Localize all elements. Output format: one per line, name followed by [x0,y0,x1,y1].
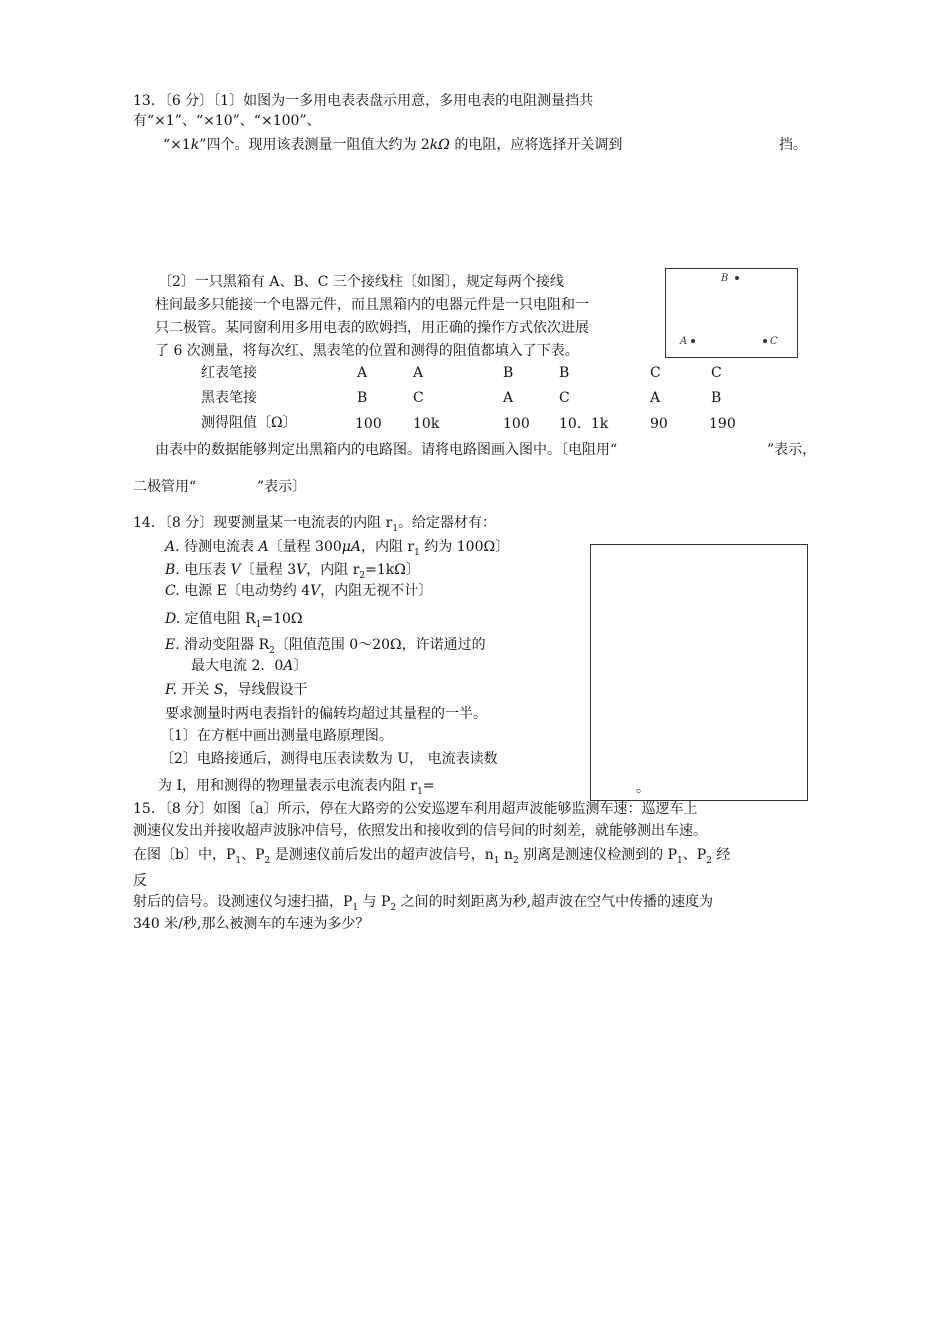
table-cell: C [650,365,661,381]
q14-item-f: F. 开关 S，导线假设干 [165,682,308,698]
table-row-label: 测得阻值〔Ω〕 [201,415,297,431]
q14-item-c: C. 电源 E〔电动势约 4V，内阻无视不计〕 [165,583,433,599]
q13-line-1: 13．〔6 分〕〔1〕如图为一多用电表表盘示用意，多用电表的电阻测量挡共 [133,93,594,109]
table-row-label: 红表笔接 [201,365,257,381]
terminal-a-label: A [680,336,688,347]
q13-part2-line-4: 了 6 次测量，将每次红、黑表笔的位置和测得的阻值都填入了下表。 [155,343,579,359]
table-cell: 10k [413,416,440,432]
q15-line-1: 15．〔8 分〕如图〔a〕所示，停在大路旁的公安巡逻车利用超声波能够监测车速：巡逻车上 [133,801,698,817]
q15-line-3: 在图〔b〕中，$P_1$、$P_2$ 是测速仪前后发出的超声波信号，$n_1$ $n_2$ 别离是测速仪检测到的 $P_1$、$P_2$ 经 [133,847,731,866]
q14-item-a: A. 待测电流表 A〔量程 300μA，内阻 $r_1$ 约为 100Ω〕 [165,539,510,558]
table-cell: 100 [355,416,382,432]
q13-line-3: “×1k”四个。现用该表测量一阻值大约为 2kΩ 的电阻，应将选择开关调到 [163,137,623,153]
table-cell: A [503,390,514,406]
q13-after-table-line-1: 由表中的数据能够判定出黑箱内的电路图。请将电路图画入图中。〔电阻用“ [155,442,618,458]
table-row-label: 黑表笔接 [201,390,257,406]
table-cell: B [503,365,514,381]
terminal-c-dot [763,339,767,343]
circuit-answer-box[interactable] [590,544,808,801]
q13-after-table-line-2-end: ”表示〕 [257,479,307,495]
q13-line-3-end: 挡。 [779,137,807,153]
q13-line-2: 有“×1”、“×10”、“×100”、 [133,113,321,129]
table-cell: C [711,365,722,381]
table-cell: A [413,365,424,381]
terminal-b-label: B [721,273,729,284]
black-box-figure [665,268,798,358]
table-cell: C [413,390,424,406]
q15-line-6: 340 米/秒,那么被测车的车速为多少？ [133,916,370,932]
table-cell: 190 [709,416,736,432]
terminal-b-dot [735,276,739,280]
q14-sub-2: 〔2〕电路接通后，测得电压表读数为 U， 电流表读数 [160,751,498,767]
q14-item-b: B. 电压表 V〔量程 3V，内阻 $r_2=1k\Omega$〕 [165,562,420,581]
table-cell: C [559,390,570,406]
q14-item-e: E. 滑动变阻器 $R_2$〔阻值范围 0～20Ω，许诺通过的 [165,637,486,656]
q14-answer-end: 。 [636,780,650,796]
q13-part2-line-3: 只二极管。某同窗利用多用电表的欧姆挡，用正确的操作方式依次进展 [155,320,589,336]
table-cell: 100 [503,416,530,432]
q13-after-table-line-2: 二极管用“ [133,479,197,495]
q14-requirement: 要求测量时两电表指针的偏转均超过其量程的一半。 [165,706,487,722]
table-cell: B [711,390,722,406]
terminal-a-dot [691,339,695,343]
q15-line-2: 测速仪发出并接收超声波脉冲信号，依照发出和接收到的信号间的时刻差，就能够测出车速。 [133,823,707,839]
q14-item-e-cont: 最大电流 2．0A〕 [191,658,308,674]
table-cell: A [650,390,661,406]
q14-sub-2-cont: 为 I，用和测得的物理量表示电流表内阻 $r_1=$ [158,778,435,797]
q13-after-table-line-1-end: ”表示， [767,442,817,458]
q14-sub-1: 〔1〕在方框中画出测量电路原理图。 [160,728,393,744]
q14-line-1: 14．〔8 分〕现要测量某一电流表的内阻 $r_1$。给定器材有： [133,515,497,534]
q13-part2-line-1: 〔2〕一只黑箱有 A、B、C 三个接线柱〔如图〕，规定每两个接线 [158,274,564,290]
terminal-c-label: C [770,336,778,347]
q15-line-4: 反 [133,873,147,889]
table-cell: B [357,390,368,406]
q13-part2-line-2: 柱间最多只能接一个电器元件，而且黑箱内的电器元件是一只电阻和一 [155,297,589,313]
q14-item-d: D. 定值电阻 $R_1=10\Omega$ [165,611,303,630]
table-cell: A [357,365,368,381]
q15-line-5: 射后的信号。设测速仪匀速扫描，$P_1$ 与 $P_2$ 之间的时刻距离为秒,超声波在空气中传播的速度为 [133,894,714,913]
table-cell: B [559,365,570,381]
table-cell: 90 [650,416,668,432]
table-cell: 10．1k [559,416,609,432]
